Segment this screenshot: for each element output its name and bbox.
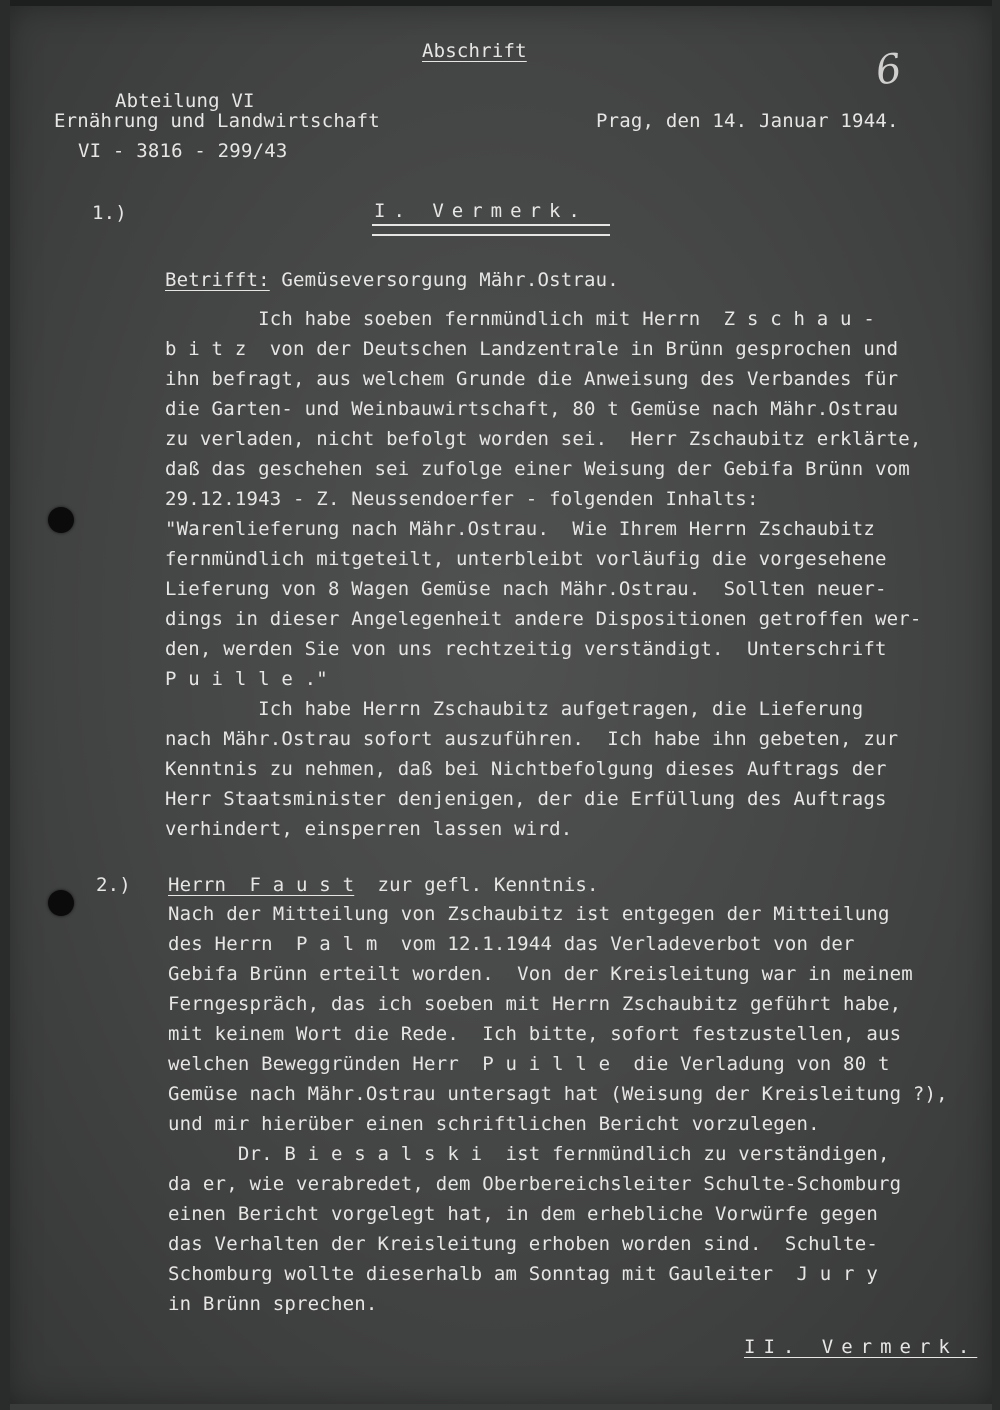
frame-edge-top	[0, 0, 1000, 6]
text-line: Gemüse nach Mähr.Ostrau untersagt hat (Weisung der Kreisleitung ?),	[168, 1083, 948, 1105]
text-line: b i t z von der Deutschen Landzentrale in Brünn gesprochen und	[165, 338, 899, 360]
document-title: Abschrift	[422, 40, 527, 62]
text-line: Ich habe soeben fernmündlich mit Herrn Z s c h a u -	[165, 308, 875, 330]
text-line: des Herrn P a l m vom 12.1.1944 das Verladeverbot von der	[168, 933, 855, 955]
text-line: Kenntnis zu nehmen, daß bei Nichtbefolgung dieses Auftrags der	[165, 758, 887, 780]
text-line: und mir hierüber einen schriftlichen Bericht vorzulegen.	[168, 1113, 820, 1135]
section-1-body	[165, 304, 922, 844]
text-line: zu verladen, nicht befolgt worden sei. Herr Zschaubitz erklärte,	[165, 428, 922, 450]
text-line: da er, wie verabredet, dem Oberbereichsleiter Schulte-Schomburg	[168, 1173, 902, 1195]
text-line: mit keinem Wort die Rede. Ich bitte, sofort festzustellen, aus	[168, 1023, 902, 1045]
division-name: Ernährung und Landwirtschaft	[54, 110, 380, 132]
text-line: dings in dieser Angelegenheit andere Dispositionen getroffen wer-	[165, 608, 922, 630]
text-line: Gebifa Brünn erteilt worden. Von der Kreisleitung war in meinem	[168, 963, 913, 985]
text-line: 29.12.1943 - Z. Neussendoerfer - folgenden Inhalts:	[165, 488, 759, 510]
text-line: daß das geschehen sei zufolge einer Weisung der Gebifa Brünn vom	[165, 458, 910, 480]
punch-hole-lower	[48, 890, 74, 916]
section-heading-1: I. Vermerk.	[374, 200, 588, 222]
place-date: Prag, den 14. Januar 1944.	[596, 110, 899, 132]
text-line: Nach der Mitteilung von Zschaubitz ist entgegen der Mitteilung	[168, 903, 890, 925]
text-line: den, werden Sie von uns rechtzeitig verständigt. Unterschrift	[165, 638, 887, 660]
department-name: Abteilung VI	[115, 90, 255, 112]
frame-edge-right	[992, 0, 1000, 1410]
section-number-2: 2.)	[96, 874, 131, 896]
subject-text: Gemüseversorgung Mähr.Ostrau.	[281, 269, 619, 291]
text-line: Ich habe Herrn Zschaubitz aufgetragen, die Lieferung	[165, 698, 864, 720]
text-line: ihn befragt, aus welchem Grunde die Anweisung des Verbandes für	[165, 368, 899, 390]
punch-hole-upper	[48, 507, 74, 533]
text-line: nach Mähr.Ostrau sofort auszuführen. Ich habe ihn gebeten, zur	[165, 728, 899, 750]
addressee-line	[168, 870, 599, 900]
text-line: das Verhalten der Kreisleitung erhoben worden sind. Schulte-	[168, 1233, 878, 1255]
section-2-body	[168, 899, 948, 1319]
next-heading: II. Vermerk.	[744, 1336, 978, 1358]
heading-underline	[372, 224, 610, 236]
addressee-name: Herrn F a u s t	[168, 874, 355, 896]
text-line: Lieferung von 8 Wagen Gemüse nach Mähr.Ostrau. Sollten neuer-	[165, 578, 887, 600]
text-line: verhindert, einsperren lassen wird.	[165, 818, 573, 840]
subject-line	[165, 265, 619, 295]
subject-label: Betrifft:	[165, 269, 270, 291]
text-line: Herr Staatsminister denjenigen, der die Erfüllung des Auftrags	[165, 788, 887, 810]
reference-number: VI - 3816 - 299/43	[78, 140, 288, 162]
text-line: Ferngespräch, das ich soeben mit Herrn Zschaubitz geführt habe,	[168, 993, 902, 1015]
text-line: einen Bericht vorgelegt hat, in dem erhebliche Vorwürfe gegen	[168, 1203, 878, 1225]
section-number-1: 1.)	[92, 202, 127, 224]
handwritten-page-number: 6	[872, 45, 905, 95]
text-line: P u i l l e ."	[165, 668, 328, 690]
text-line: welchen Beweggründen Herr P u i l l e die Verladung von 80 t	[168, 1053, 890, 1075]
text-line: fernmündlich mitgeteilt, unterbleibt vorläufig die vorgesehene	[165, 548, 887, 570]
frame-edge-left	[0, 0, 10, 1410]
text-line: Dr. B i e s a l s k i ist fernmündlich zu verständigen,	[168, 1143, 890, 1165]
text-line: Schomburg wollte dieserhalb am Sonntag mit Gauleiter J u r y	[168, 1263, 878, 1285]
text-line: in Brünn sprechen.	[168, 1293, 378, 1315]
text-line: "Warenlieferung nach Mähr.Ostrau. Wie Ihrem Herrn Zschaubitz	[165, 518, 875, 540]
addressee-suffix: zur gefl. Kenntnis.	[354, 874, 599, 896]
text-line: die Garten- und Weinbauwirtschaft, 80 t Gemüse nach Mähr.Ostrau	[165, 398, 899, 420]
